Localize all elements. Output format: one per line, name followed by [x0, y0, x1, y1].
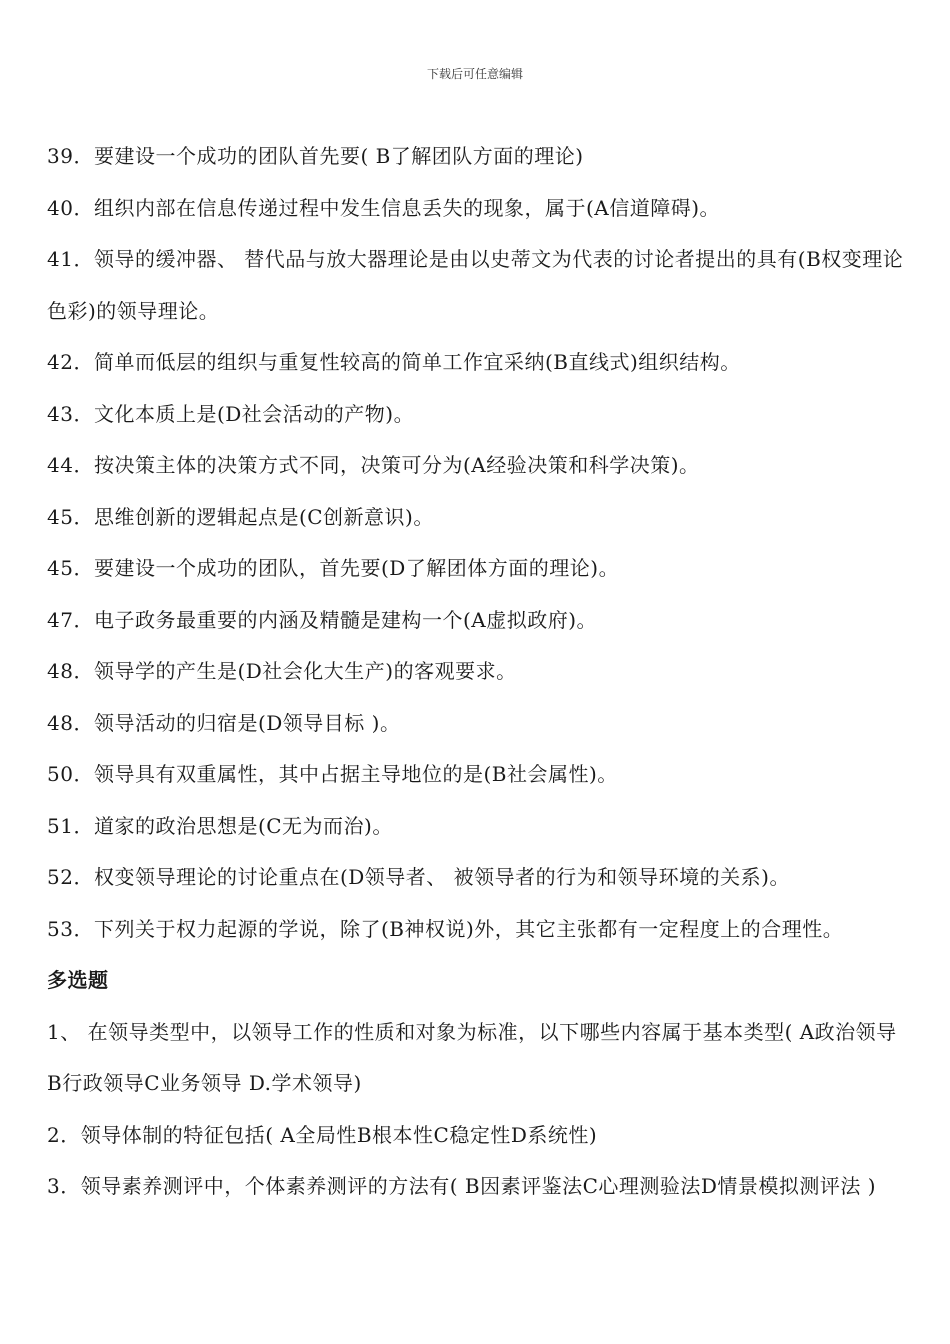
- question-41: 41．领导的缓冲器、 替代品与放大器理论是由以史蒂文为代表的讨论者提出的具有(B权变理论色彩)的领导理论。: [47, 247, 904, 323]
- question-48b: 48．领导活动的归宿是(D领导目标 )。: [47, 710, 401, 735]
- document-body: [47, 131, 907, 1213]
- question-40: 40．组织内部在信息传递过程中发生信息丢失的现象，属于(A信道障碍)。: [47, 195, 720, 220]
- question-53: 53．下列关于权力起源的学说，除了(B神权说)外，其它主张都有一定程度上的合理性。: [47, 916, 844, 941]
- multi-question-3: 3．领导素养测评中，个体素养测评的方法有( B因素评鉴法C心理测验法D情景模拟测评法 ): [47, 1174, 877, 1198]
- question-39: 39．要建设一个成功的团队首先要( B了解团队方面的理论): [47, 144, 584, 168]
- page-header: 下载后可任意编辑: [426, 67, 523, 81]
- question-51: 51．道家的政治思想是(C无为而治)。: [47, 813, 393, 838]
- section-title-multiple-choice: 多选题: [47, 968, 109, 992]
- question-50: 50．领导具有双重属性，其中占据主导地位的是(B社会属性)。: [47, 762, 618, 786]
- question-45a: 45．思维创新的逻辑起点是(C创新意识)。: [47, 504, 434, 529]
- multi-question-2: 2．领导体制的特征包括( A全局性B根本性C稳定性D系统性): [47, 1122, 598, 1147]
- question-44: 44．按决策主体的决策方式不同，决策可分为(A经验决策和科学决策)。: [47, 453, 700, 477]
- question-45b: 45．要建设一个成功的团队，首先要(D了解团体方面的理论)。: [47, 556, 620, 580]
- question-48a: 48．领导学的产生是(D社会化大生产)的客观要求。: [47, 659, 517, 683]
- multi-question-1: 1、 在领导类型中，以领导工作的性质和对象为标准，以下哪些内容属于基本类型( A政治领导B行政领导C业务领导 D.学术领导): [47, 1019, 897, 1095]
- question-43: 43．文化本质上是(D社会活动的产物)。: [47, 401, 415, 426]
- question-52: 52．权变领导理论的讨论重点在(D领导者、 被领导者的行为和领导环境的关系)。: [47, 865, 790, 889]
- question-47: 47．电子政务最重要的内涵及精髓是建构一个(A虚拟政府)。: [47, 607, 597, 632]
- question-42: 42．简单而低层的组织与重复性较高的简单工作宜采纳(B直线式)组织结构。: [47, 350, 741, 374]
